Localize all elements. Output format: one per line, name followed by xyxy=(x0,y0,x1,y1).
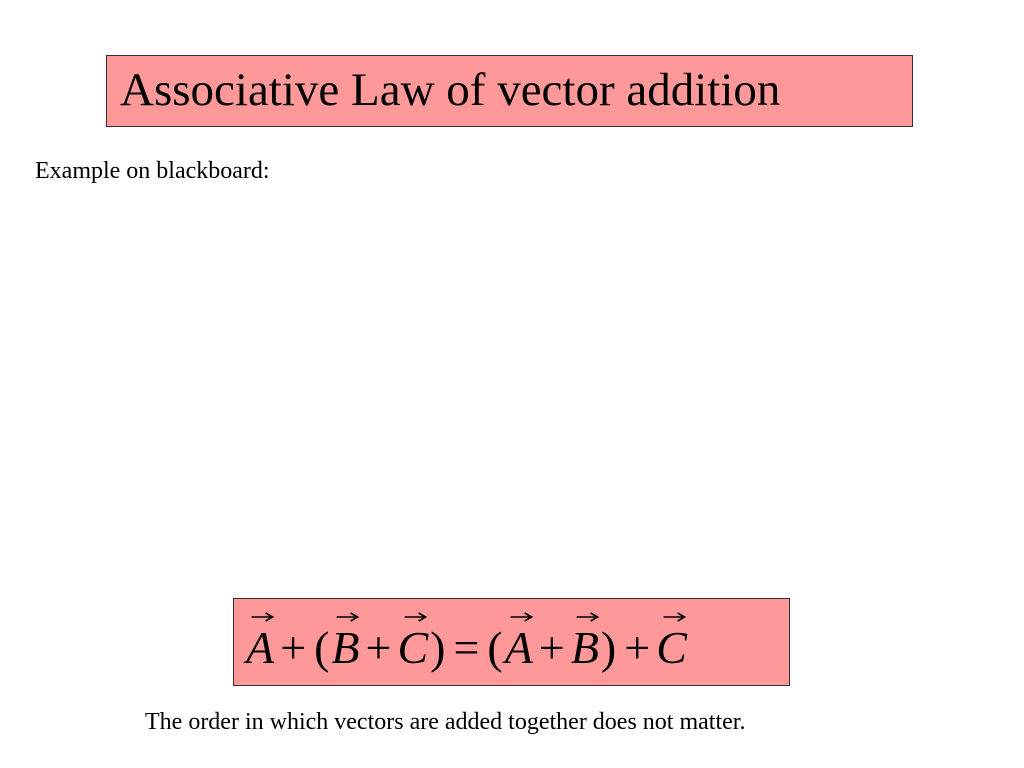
vector-arrow-icon xyxy=(508,611,534,623)
equation-box xyxy=(233,598,790,686)
vector-arrow-icon xyxy=(574,611,600,623)
plus-sign: + xyxy=(280,622,307,673)
title-box xyxy=(106,55,913,127)
slide-title: Associative Law of vector addition xyxy=(120,64,781,116)
equals-sign: = xyxy=(453,622,480,673)
vector-arrow-icon xyxy=(402,611,428,623)
vector-arrow-icon xyxy=(335,611,361,623)
vector-a-right xyxy=(504,622,533,673)
equation xyxy=(246,613,687,671)
slide-caption: The order in which vectors are added together does not matter. xyxy=(145,709,746,735)
vector-c-right xyxy=(656,622,687,673)
close-paren: ) xyxy=(600,622,617,673)
vector-b-right-label: B xyxy=(570,622,599,673)
vector-c-left xyxy=(397,622,429,673)
vector-b-right xyxy=(570,622,599,673)
vector-a-left-label: A xyxy=(246,622,275,673)
vector-b-left xyxy=(331,622,360,673)
plus-sign: + xyxy=(365,622,392,673)
plus-sign: + xyxy=(624,622,651,673)
close-paren: ) xyxy=(430,622,446,673)
open-paren: ( xyxy=(487,622,503,673)
slide-subtitle: Example on blackboard: xyxy=(35,158,270,184)
vector-a-left xyxy=(246,622,275,673)
vector-c-right-label: C xyxy=(656,622,687,673)
vector-arrow-icon xyxy=(250,611,276,623)
vector-arrow-icon xyxy=(661,611,687,623)
vector-a-right-label: A xyxy=(504,622,533,673)
vector-c-left-label: C xyxy=(397,622,429,673)
plus-sign: + xyxy=(538,622,565,673)
open-paren: ( xyxy=(314,622,330,673)
vector-b-left-label: B xyxy=(331,622,360,673)
